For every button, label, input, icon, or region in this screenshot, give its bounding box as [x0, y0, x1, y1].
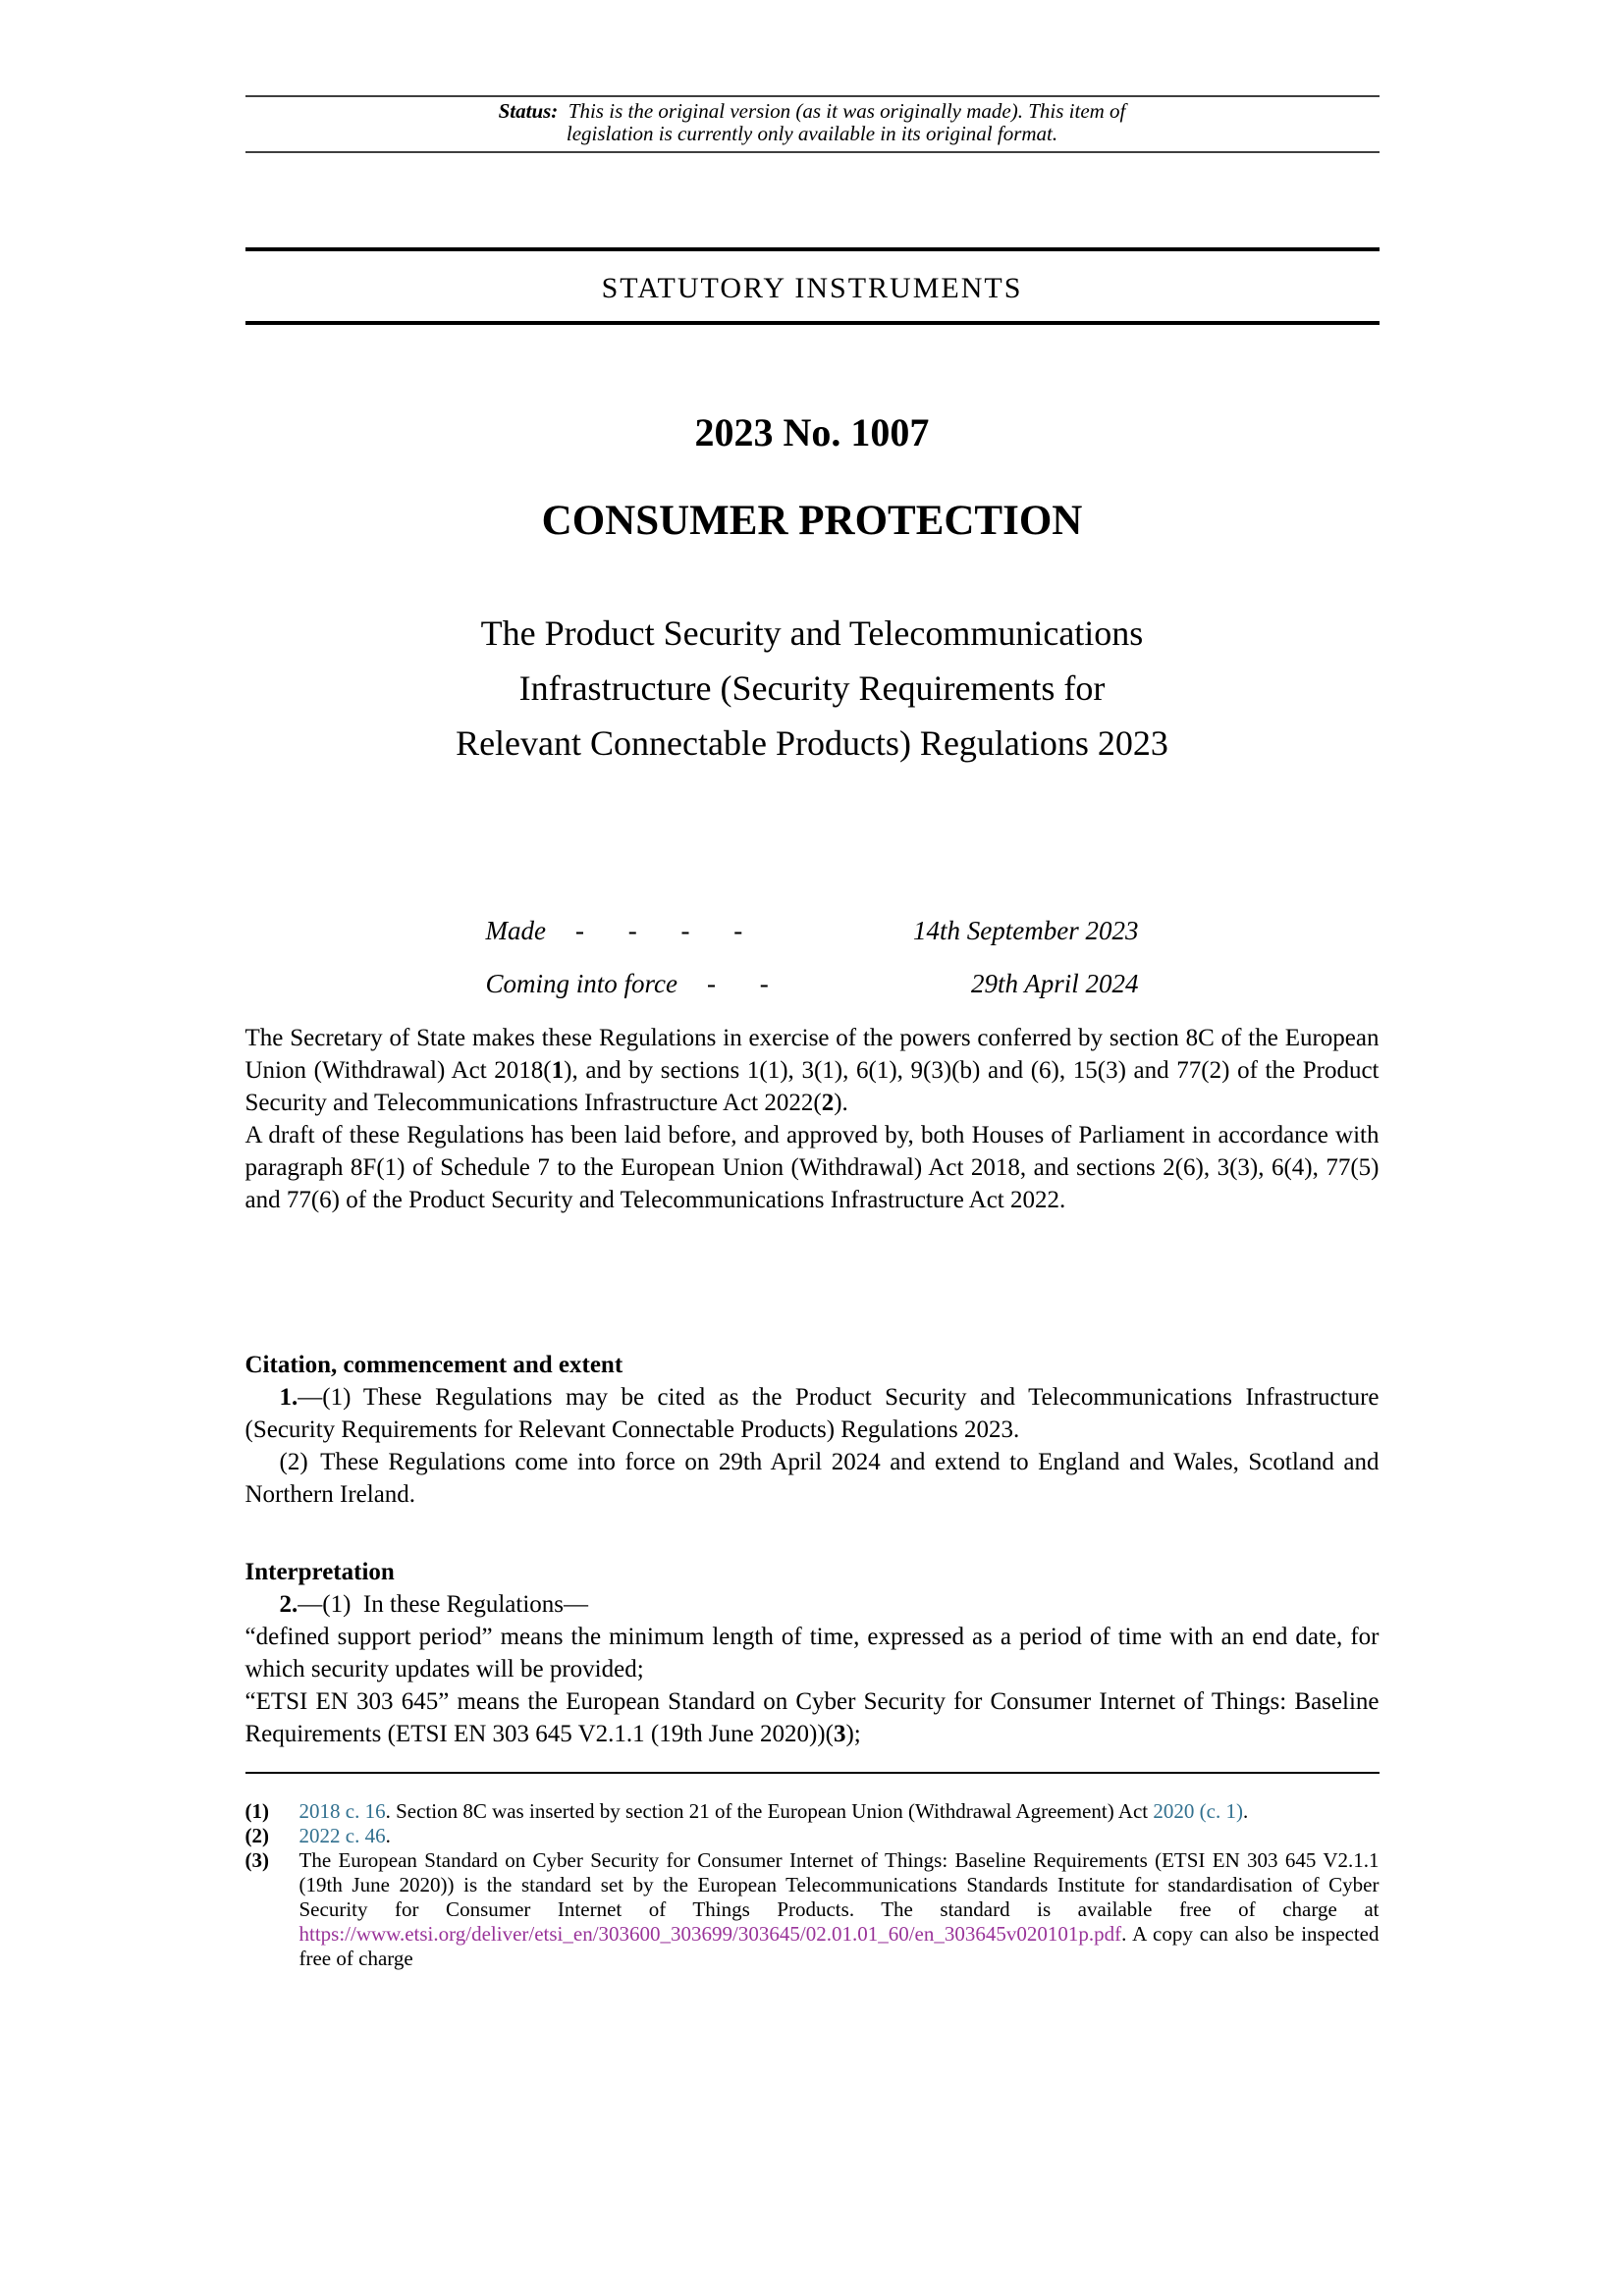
preamble-text: The Secretary of State makes these Regulations in exercise of the powers conferred by section 8C of the European Union (Withdrawal) Act 2018(: [244, 1025, 1380, 1084]
status-banner: [245, 95, 1380, 153]
coming-into-force-dashes: - -: [707, 969, 769, 998]
footnote-text: .: [1242, 1799, 1249, 1823]
legislation-link-2018-c16[interactable]: 2018 c. 16: [298, 1799, 386, 1823]
section-heading-citation: Citation, commencement and extent: [244, 1352, 623, 1378]
footnote-text: .: [385, 1824, 391, 1847]
footnote-text: The European Standard on Cyber Security for Consumer Internet of Things: Baseline Requirements (ETSI EN 303 645 V2.1.1 (19th June 2020)) is the standard set by the European Telecommunications Standards Institute for standardisation of Cyber Security for Consumer Internet of Things Products. The standard is available free of charge at: [298, 1848, 1380, 1921]
regulation-1-paragraph-2: (2) These Regulations come into force on 29th April 2024 and extend to England and Wales, Scotland and Northern Ireland.: [244, 1449, 1380, 1508]
made-dashes: - - - -: [574, 916, 743, 945]
footnote-marker: (1): [244, 1799, 269, 1823]
footnote-separator: [245, 1772, 1380, 1774]
regulation-number: 2.: [279, 1591, 298, 1618]
title-line: Relevant Connectable Products) Regulations 2023: [456, 723, 1168, 763]
definition-defined-support-period: “defined support period” means the minimum length of time, expressed as a period of time with an end date, for which security updates will be provided;: [244, 1624, 1380, 1682]
preamble-text: ), and by sections 1(1), 3(1), 6(1), 9(3)(b) and (6), 15(3) and 77(2) of the Product Security and Telecommunications Infrastructure Act 2022(: [244, 1057, 1380, 1116]
footnote-text: . Section 8C was inserted by section 21 of the European Union (Withdrawal Agreement) Act: [385, 1799, 1154, 1823]
footnote-ref-2[interactable]: 2: [821, 1090, 835, 1116]
regulation-2-paragraph-1: [245, 1588, 1380, 1621]
status-label: Status:: [498, 99, 559, 123]
made-label: Made: [485, 916, 546, 945]
document-page: [245, 0, 1380, 1971]
status-text: [491, 100, 1134, 145]
footnote-ref-1[interactable]: 1: [551, 1057, 565, 1084]
made-date: 14th September 2023: [913, 916, 1139, 945]
section-heading-interpretation: Interpretation: [244, 1559, 395, 1585]
made-row: [486, 916, 1139, 946]
title-line: Infrastructure (Security Requirements for: [518, 668, 1106, 708]
footnote-text: . A copy can also be inspected free of charge: [298, 1922, 1380, 1970]
document-subject: CONSUMER PROTECTION: [541, 498, 1083, 544]
footnote-marker: (2): [244, 1824, 269, 1847]
preamble-text: ).: [834, 1090, 848, 1116]
coming-into-force-date: 29th April 2024: [970, 969, 1139, 998]
footnote-2: [245, 1824, 1380, 1848]
statutory-instruments-title: STATUTORY INSTRUMENTS: [601, 272, 1023, 304]
preamble-paragraph-2: A draft of these Regulations has been laid before, and approved by, both Houses of Parliament in accordance with paragraph 8F(1) of Schedule 7 to the European Union (Withdrawal) Act 2018, and sections 2(6), 3(3), 6(4), 77(5) and 77(6) of the Product Security and Telecommunications Infrastructure Act 2022.: [244, 1122, 1380, 1213]
footnote-1: [245, 1799, 1380, 1824]
coming-into-force-row: [486, 969, 1139, 999]
footnote-list: [245, 1799, 1380, 1971]
definition-text: );: [845, 1721, 861, 1747]
etsi-standard-url-link[interactable]: https://www.etsi.org/deliver/etsi_en/303600_303699/303645/02.01.01_60/en_303645v020101p.pdf: [298, 1922, 1122, 1946]
dates-table: [486, 916, 1139, 999]
definition-etsi-en-303-645: [245, 1685, 1380, 1750]
coming-into-force-label: Coming into force: [485, 969, 677, 998]
document-title: [245, 606, 1380, 771]
regulation-text: —(1) These Regulations may be cited as the Product Security and Telecommunications Infrastructure (Security Requirements for Relevant Connectable Products) Regulations 2023.: [244, 1384, 1380, 1443]
document-number: 2023 No. 1007: [694, 410, 930, 454]
legislation-link-2022-c46[interactable]: 2022 c. 46: [298, 1824, 386, 1847]
definition-text: “ETSI EN 303 645” means the European Standard on Cyber Security for Consumer Internet of Things: Baseline Requirements (ETSI EN 303 645 V2.1.1 (19th June 2020))(: [244, 1688, 1380, 1747]
statutory-instruments-band: [245, 247, 1380, 325]
title-line: The Product Security and Telecommunications: [480, 614, 1144, 653]
regulation-number: 1.: [279, 1384, 298, 1411]
status-message: This is the original version (as it was originally made). This item of legislation is currently only available in its original format.: [558, 99, 1126, 145]
regulation-text: —(1) In these Regulations—: [298, 1591, 589, 1618]
regulation-1-paragraph-1: [245, 1381, 1380, 1446]
footnote-marker: (3): [244, 1848, 269, 1872]
preamble-paragraph-1: [245, 1022, 1380, 1119]
legislation-link-2020-c1[interactable]: 2020 (c. 1): [1153, 1799, 1243, 1823]
footnote-3: [245, 1848, 1380, 1971]
footnote-ref-3[interactable]: 3: [833, 1721, 846, 1747]
